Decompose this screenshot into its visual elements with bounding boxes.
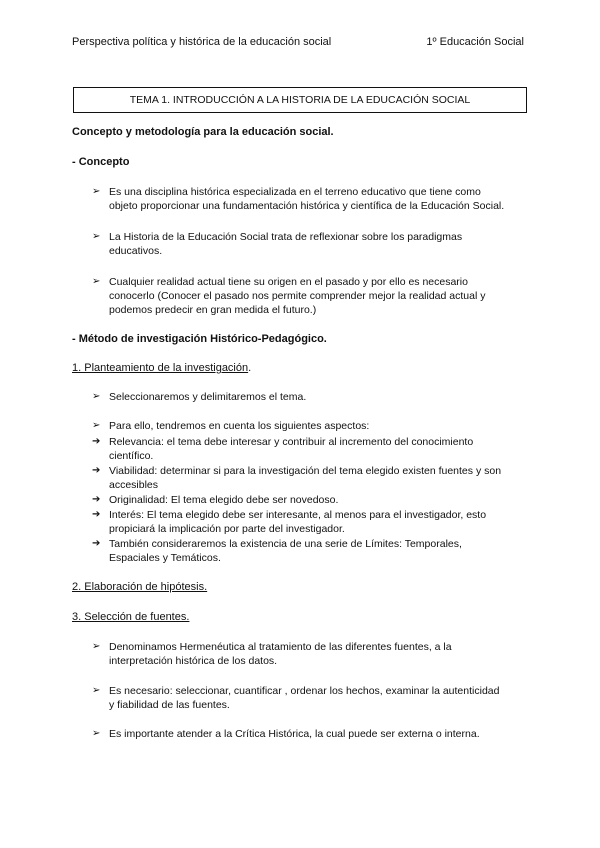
- bullet-icon: ➢: [92, 391, 101, 402]
- list-item-line: educativos.: [109, 245, 163, 257]
- bullet-icon: ➢: [92, 420, 101, 431]
- list-item-line: podemos predecir en gran medida el futuro.): [109, 304, 317, 316]
- list-item-line: Espaciales y Temáticos.: [109, 552, 221, 564]
- list-item-line: Interés: El tema elegido debe ser interesante, al menos para el investigador, esto: [109, 509, 487, 521]
- step2-heading: 2. Elaboración de hipótesis.: [72, 581, 208, 593]
- step1-heading-suffix: .: [248, 362, 252, 374]
- bullet-icon: ➢: [92, 728, 101, 739]
- topic-title: TEMA 1. INTRODUCCIÓN A LA HISTORIA DE LA EDUCACIÓN SOCIAL: [129, 94, 471, 106]
- list-item-line: conocerlo (Conocer el pasado nos permite comprender mejor la realidad actual y: [109, 290, 486, 302]
- list-item-line: Es una disciplina histórica especializada en el terreno educativo que tiene como: [109, 186, 481, 198]
- list-item-line: La Historia de la Educación Social trata de reflexionar sobre los paradigmas: [109, 231, 463, 243]
- arrow-icon: ➔: [92, 465, 101, 476]
- list-item-line: interpretación histórica de los datos.: [109, 655, 278, 667]
- list-item-line: objeto proporcionar una fundamentación histórica y científica de la Educación Social.: [109, 200, 505, 212]
- list-item-line: Originalidad: El tema elegido debe ser novedoso.: [109, 494, 339, 506]
- list-item-line: Relevancia: el tema debe interesar y contribuir al incremento del conocimiento: [109, 436, 474, 448]
- header-course-title: Perspectiva política y histórica de la educación social: [72, 36, 332, 48]
- list-item-line: Cualquier realidad actual tiene su origen en el pasado y por ello es necesario: [109, 276, 468, 288]
- bullet-icon: ➢: [92, 186, 101, 197]
- arrow-icon: ➔: [92, 494, 101, 505]
- bullet-icon: ➢: [92, 685, 101, 696]
- section-heading: Concepto y metodología para la educación social.: [72, 126, 334, 138]
- bullet-icon: ➢: [92, 276, 101, 287]
- page-header: [72, 36, 524, 48]
- arrow-icon: ➔: [92, 436, 101, 447]
- concepto-heading: - Concepto: [72, 156, 130, 168]
- bullet-icon: ➢: [92, 231, 101, 242]
- header-course-level: 1º Educación Social: [426, 36, 524, 48]
- list-item-line: También consideraremos la existencia de una serie de Límites: Temporales,: [109, 538, 462, 550]
- list-item-line: propiciará la implicación por parte del investigador.: [109, 523, 345, 535]
- list-item-line: Viabilidad: determinar si para la investigación del tema elegido existen fuentes y son: [109, 465, 502, 477]
- list-item-line: Seleccionaremos y delimitaremos el tema.: [109, 391, 307, 403]
- list-item-line: Para ello, tendremos en cuenta los siguientes aspectos:: [109, 420, 370, 432]
- list-item-line: y fiabilidad de las fuentes.: [109, 699, 230, 711]
- list-item-line: científico.: [109, 450, 154, 462]
- topic-title-box: [73, 87, 527, 113]
- arrow-icon: ➔: [92, 509, 101, 520]
- bullet-icon: ➢: [92, 641, 101, 652]
- list-item-line: accesibles: [109, 479, 159, 491]
- list-item-line: Es importante atender a la Crítica Histórica, la cual puede ser externa o interna.: [109, 728, 480, 740]
- step1-heading-text: 1. Planteamiento de la investigación: [72, 362, 249, 374]
- arrow-icon: ➔: [92, 538, 101, 549]
- step1-heading: [72, 362, 251, 375]
- list-item-line: Denominamos Hermenéutica al tratamiento de las diferentes fuentes, a la: [109, 641, 452, 653]
- list-item-line: Es necesario: seleccionar, cuantificar , ordenar los hechos, examinar la autenticidad: [109, 685, 500, 697]
- step3-heading: 3. Selección de fuentes.: [72, 611, 190, 623]
- metodo-heading: - Método de investigación Histórico-Pedagógico.: [72, 333, 327, 345]
